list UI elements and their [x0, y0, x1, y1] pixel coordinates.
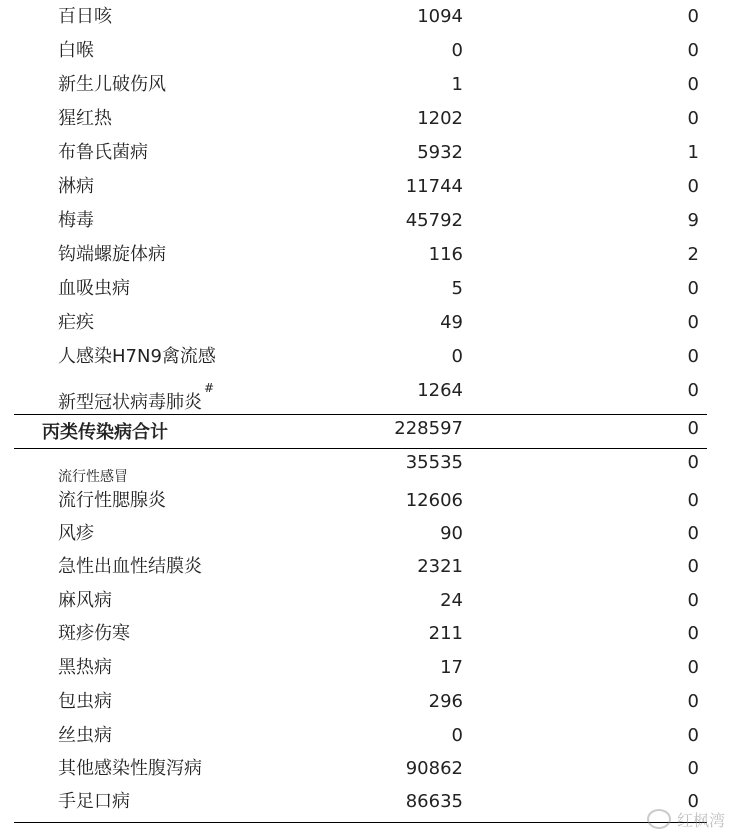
disease-name: 猩红热 — [58, 108, 112, 129]
table-row-covid — [0, 374, 737, 414]
case-count: 86635 — [405, 791, 463, 812]
table-row — [0, 170, 737, 204]
table-row — [0, 102, 737, 136]
table-row — [0, 136, 737, 170]
disease-name: 风疹 — [58, 523, 94, 544]
table-row — [0, 584, 737, 618]
disease-name: 白喉 — [58, 40, 94, 61]
case-count: 17 — [440, 657, 463, 678]
table-row — [0, 204, 737, 238]
disease-name: 布鲁氏菌病 — [58, 142, 148, 163]
case-count: 228597 — [394, 418, 463, 439]
table-row — [0, 785, 737, 819]
case-count: 116 — [428, 244, 463, 265]
table-row — [0, 238, 737, 272]
disease-name: 包虫病 — [58, 691, 112, 712]
death-count: 2 — [687, 244, 699, 265]
disease-name: 人感染H7N9禽流感 — [58, 346, 216, 367]
death-count: 0 — [687, 6, 699, 27]
death-count: 0 — [687, 108, 699, 129]
total-label: 丙类传染病合计 — [42, 422, 168, 443]
case-count: 0 — [451, 346, 463, 367]
case-count: 2321 — [417, 556, 463, 577]
death-count: 1 — [687, 142, 699, 163]
divider — [14, 414, 707, 415]
case-count: 45792 — [405, 210, 463, 231]
table-row — [0, 34, 737, 68]
disease-name: 百日咳 — [58, 6, 112, 27]
disease-name: 麻风病 — [58, 590, 112, 611]
table-row — [0, 68, 737, 102]
case-count: 0 — [451, 725, 463, 746]
case-count: 1094 — [417, 6, 463, 27]
table-row — [0, 719, 737, 753]
footnote-mark: # — [204, 381, 215, 395]
death-count: 0 — [687, 623, 699, 644]
disease-name: 丝虫病 — [58, 725, 112, 746]
case-count: 24 — [440, 590, 463, 611]
death-count: 0 — [687, 74, 699, 95]
disease-name: 流行性腮腺炎 — [58, 490, 166, 511]
death-count: 0 — [687, 278, 699, 299]
disease-name: 新生儿破伤风 — [58, 74, 166, 95]
case-count: 0 — [451, 40, 463, 61]
death-count: 0 — [687, 380, 699, 401]
death-count: 0 — [687, 523, 699, 544]
death-count: 0 — [687, 556, 699, 577]
death-count: 9 — [687, 210, 699, 231]
case-count: 1 — [451, 74, 463, 95]
case-count: 296 — [428, 691, 463, 712]
case-count: 49 — [440, 312, 463, 333]
death-count: 0 — [687, 758, 699, 779]
case-count: 11744 — [405, 176, 463, 197]
disease-name: 斑疹伤寒 — [58, 623, 130, 644]
case-count: 5932 — [417, 142, 463, 163]
case-count: 35535 — [405, 452, 463, 473]
table-row-flu — [0, 446, 737, 484]
death-count: 0 — [687, 791, 699, 812]
disease-name: 黑热病 — [58, 657, 112, 678]
table-row — [0, 685, 737, 719]
death-count: 0 — [687, 452, 699, 473]
disease-name: 淋病 — [58, 176, 94, 197]
case-count: 90862 — [405, 758, 463, 779]
death-count: 0 — [687, 418, 699, 439]
divider — [14, 822, 707, 823]
case-count: 90 — [440, 523, 463, 544]
case-count: 211 — [428, 623, 463, 644]
disease-name: 手足口病 — [58, 791, 130, 812]
case-count: 5 — [451, 278, 463, 299]
death-count: 0 — [687, 657, 699, 678]
disease-name: 梅毒 — [58, 210, 94, 231]
case-count: 1264 — [417, 380, 463, 401]
table-row — [0, 0, 737, 34]
disease-name: 急性出血性结膜炎 — [58, 556, 202, 577]
table-row — [0, 272, 737, 306]
table-row — [0, 617, 737, 651]
case-count: 12606 — [405, 490, 463, 511]
table-row — [0, 340, 737, 374]
disease-name: 流行性感冒 — [58, 469, 128, 485]
table-row-total — [0, 416, 737, 450]
disease-name: 血吸虫病 — [58, 278, 130, 299]
table-row — [0, 550, 737, 584]
death-count: 0 — [687, 176, 699, 197]
disease-name: 疟疾 — [58, 312, 94, 333]
table-row — [0, 752, 737, 786]
death-count: 0 — [687, 691, 699, 712]
death-count: 0 — [687, 346, 699, 367]
disease-name-text: 新型冠状病毒肺炎 — [58, 392, 202, 413]
death-count: 0 — [687, 312, 699, 333]
death-count: 0 — [687, 590, 699, 611]
case-count: 1202 — [417, 108, 463, 129]
watermark — [647, 808, 725, 831]
disease-name: 其他感染性腹泻病 — [58, 758, 202, 779]
table-row — [0, 306, 737, 340]
death-count: 0 — [687, 40, 699, 61]
watermark-text: 红枫湾 — [676, 811, 725, 830]
table-row — [0, 651, 737, 685]
death-count: 0 — [687, 725, 699, 746]
table-row — [0, 484, 737, 518]
table-row — [0, 517, 737, 551]
weibo-icon — [647, 809, 671, 829]
death-count: 0 — [687, 490, 699, 511]
disease-name: 钩端螺旋体病 — [58, 244, 166, 265]
